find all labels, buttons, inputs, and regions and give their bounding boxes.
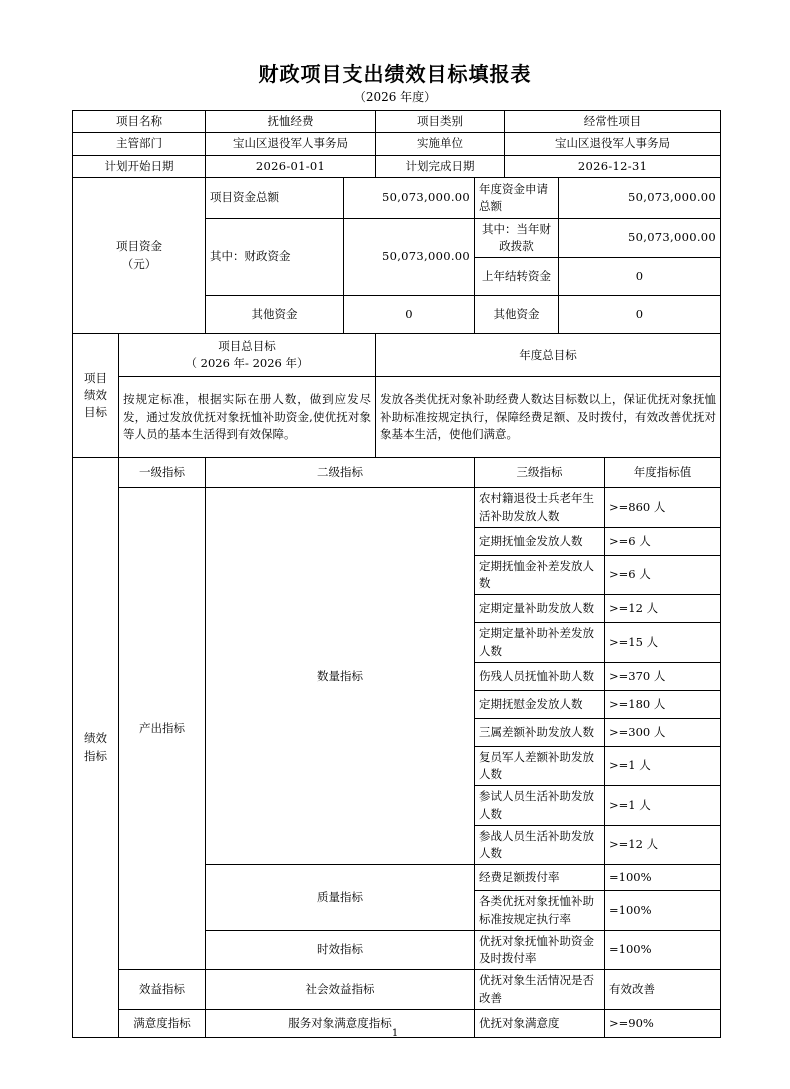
level3-indicator-name: 优抚对象生活情况是否改善 — [475, 970, 605, 1010]
level1-group-output: 产出指标 — [119, 488, 206, 970]
level2-group-quantity: 数量指标 — [206, 488, 475, 865]
level3-indicator-value: >=90% — [605, 1009, 721, 1037]
page-title: 财政项目支出绩效目标填报表 — [258, 62, 532, 86]
implementing-unit-label: 实施单位 — [376, 133, 505, 155]
project-category-label: 项目类别 — [376, 111, 505, 133]
level3-indicator-name: 伤残人员抚恤补助人数 — [475, 662, 605, 690]
supervising-dept-label: 主管部门 — [73, 133, 206, 155]
funds-section-label-line2: （元） — [121, 256, 157, 271]
level3-indicator-value: >=370 人 — [605, 662, 721, 690]
funds-current-year-appropriation-value: 50,073,000.00 — [559, 218, 721, 258]
level3-indicator-name: 优抚对象抚恤补助资金及时拨付率 — [475, 930, 605, 970]
funds-other-right-value: 0 — [559, 296, 721, 334]
funds-annual-request-label: 年度资金申请总额 — [475, 177, 559, 218]
funds-section-label — [73, 177, 206, 334]
goals-section-label-line2: 绩效 — [84, 388, 107, 403]
level1-group-benefit: 效益指标 — [119, 970, 206, 1010]
page-number: 1 — [391, 1028, 399, 1039]
goals-section-label-line3: 目标 — [84, 405, 107, 420]
goals-overall-header — [119, 334, 376, 377]
indicators-section-label — [73, 458, 119, 1038]
funds-total-value: 50,073,000.00 — [344, 177, 475, 218]
level3-indicator-value: >=15 人 — [605, 623, 721, 663]
level3-indicator-value: >=12 人 — [605, 595, 721, 623]
funds-fiscal-value: 50,073,000.00 — [344, 218, 475, 296]
level3-indicator-name: 定期定量补助发放人数 — [475, 595, 605, 623]
goals-annual-header: 年度总目标 — [376, 334, 721, 377]
level1-group-satisfaction: 满意度指标 — [119, 1009, 206, 1037]
funds-carryover-label: 上年结转资金 — [475, 258, 559, 296]
level3-indicator-name: 参试人员生活补助发放人数 — [475, 786, 605, 826]
funds-other-right-label: 其他资金 — [475, 296, 559, 334]
level3-indicator-value: =100% — [605, 891, 721, 931]
level3-indicator-name: 各类优抚对象抚恤补助标准按规定执行率 — [475, 891, 605, 931]
planned-end-value: 2026-12-31 — [505, 155, 721, 177]
goals-section-label-line1: 项目 — [84, 370, 107, 385]
level3-indicator-value: >=860 人 — [605, 488, 721, 528]
level3-indicator-value: >=180 人 — [605, 690, 721, 718]
table-row-goals-headers — [73, 334, 721, 377]
indicators-section-label-line1: 绩效 — [84, 731, 107, 746]
level2-group-quality: 质量指标 — [206, 865, 475, 931]
level3-indicator-name: 经费足额拨付率 — [475, 865, 605, 891]
goals-overall-text: 按规定标准，根据实际在册人数，做到应发尽发，通过发放优抚对象抚恤补助资金,使优抚对象等人员的基本生活得到有效保障。 — [119, 377, 376, 458]
goals-overall-header-line2: （ 2026 年- 2026 年） — [185, 356, 309, 371]
level3-indicator-value: >=1 人 — [605, 746, 721, 786]
level3-indicator-name: 定期抚恤金补差发放人数 — [475, 555, 605, 595]
table-row-goals-text — [73, 377, 721, 458]
level3-indicator-name: 复员军人差额补助发放人数 — [475, 746, 605, 786]
level3-indicator-name: 三属差额补助发放人数 — [475, 718, 605, 746]
funds-annual-request-value: 50,073,000.00 — [559, 177, 721, 218]
header-level1: 一级指标 — [119, 458, 206, 488]
supervising-dept-value: 宝山区退役军人事务局 — [206, 133, 376, 155]
table-row-indicator — [73, 970, 721, 1010]
planned-start-value: 2026-01-01 — [206, 155, 376, 177]
planned-end-label: 计划完成日期 — [376, 155, 505, 177]
indicators-section-label-line2: 指标 — [84, 748, 107, 763]
funds-carryover-value: 0 — [559, 258, 721, 296]
level3-indicator-name: 定期抚慰金发放人数 — [475, 690, 605, 718]
level2-group-timeliness: 时效指标 — [206, 930, 475, 970]
level3-indicator-value: >=6 人 — [605, 555, 721, 595]
goals-annual-text: 发放各类优抚对象补助经费人数达目标数以上，保证优抚对象抚恤补助标准按规定执行，保障经费足额、及时拨付，有效改善优抚对象基本生活，使他们满意。 — [376, 377, 721, 458]
table-row-indicator — [73, 488, 721, 528]
table-row-departments — [73, 133, 721, 155]
table-row-project-name — [73, 111, 721, 133]
level3-indicator-value: >=6 人 — [605, 527, 721, 555]
header-level3: 三级指标 — [475, 458, 605, 488]
header-annual-value: 年度指标值 — [605, 458, 721, 488]
level3-indicator-value: =100% — [605, 865, 721, 891]
level2-group-service-satisfaction: 服务对象满意度指标 — [206, 1009, 475, 1037]
page-subtitle: （2026 年度） — [353, 90, 437, 104]
table-row-indicator-headers — [73, 458, 721, 488]
table-row-funds-total — [73, 177, 721, 218]
level3-indicator-name: 农村籍退役士兵老年生活补助发放人数 — [475, 488, 605, 528]
header-level2: 二级指标 — [206, 458, 475, 488]
level3-indicator-value: >=1 人 — [605, 786, 721, 826]
level3-indicator-value: >=300 人 — [605, 718, 721, 746]
funds-fiscal-label: 其中：财政资金 — [206, 218, 344, 296]
level3-indicator-name: 定期定量补助补差发放人数 — [475, 623, 605, 663]
level3-indicator-value: =100% — [605, 930, 721, 970]
level3-indicator-name: 优抚对象满意度 — [475, 1009, 605, 1037]
level3-indicator-name: 参战人员生活补助发放人数 — [475, 825, 605, 865]
goals-overall-header-line1: 项目总目标 — [218, 339, 276, 353]
funds-section-label-line1: 项目资金 — [116, 239, 162, 254]
level3-indicator-value: 有效改善 — [605, 970, 721, 1010]
planned-start-label: 计划开始日期 — [73, 155, 206, 177]
funds-other-left-value: 0 — [344, 296, 475, 334]
level2-group-social-benefit: 社会效益指标 — [206, 970, 475, 1010]
funds-total-label: 项目资金总额 — [206, 177, 344, 218]
table-row-dates — [73, 155, 721, 177]
project-name-label: 项目名称 — [73, 111, 206, 133]
implementing-unit-value: 宝山区退役军人事务局 — [505, 133, 721, 155]
level3-indicator-value: >=12 人 — [605, 825, 721, 865]
goals-section-label — [73, 334, 119, 458]
funds-current-year-appropriation-label: 其中：当年财政拨款 — [475, 218, 559, 258]
project-category-value: 经常性项目 — [505, 111, 721, 133]
project-name-value: 抚恤经费 — [206, 111, 376, 133]
performance-goal-form — [72, 110, 721, 1038]
level3-indicator-name: 定期抚恤金发放人数 — [475, 527, 605, 555]
funds-other-left-label: 其他资金 — [206, 296, 344, 334]
